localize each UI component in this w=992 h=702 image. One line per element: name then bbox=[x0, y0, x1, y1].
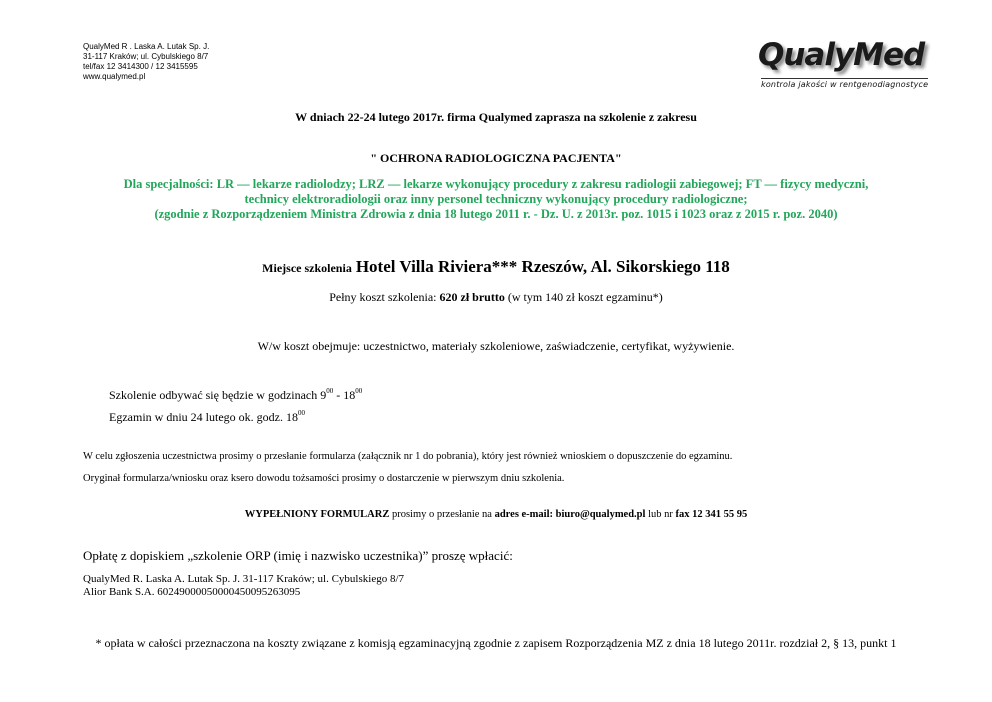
registration-info: W celu zgłoszenia uczestnictwa prosimy o przesłanie formularza (załącznik nr 1 do pobrania), który jest również wnioskiem o dopuszczenie do egzaminu. bbox=[83, 451, 733, 462]
logo-wordmark: QualyMed bbox=[758, 37, 925, 73]
bank-account: Alior Bank S.A. 60249000050000450095263095 bbox=[83, 586, 301, 598]
course-title: " OCHRONA RADIOLOGICZNA PACJENTA" bbox=[370, 151, 622, 165]
address-line: 31-117 Kraków; ul. Cybulskiego 8/7 bbox=[83, 52, 209, 61]
cost-covers: W/w koszt obejmuje: uczestnictwo, materiały szkoleniowe, zaświadczenie, certyfikat, wyżywienie. bbox=[257, 339, 735, 353]
documents-info: Oryginał formularza/wniosku oraz ksero dowodu tożsamości prosimy o dostarczenie w pierwszym dniu szkolenia. bbox=[83, 473, 565, 484]
specialties-line: (zgodnie z Rozporządzeniem Ministra Zdrowia z dnia 18 lutego 2011 r. - Dz. U. z 2013r. poz. 1015 i 1023 oraz z 2015 r. poz. 2040) bbox=[154, 207, 838, 221]
company-address bbox=[83, 42, 209, 82]
specialties-line: technicy elektroradiologii oraz inny personel techniczny wykonujący procedury radiologiczne; bbox=[244, 192, 748, 206]
logo-tagline: kontrola jakości w rentgenodiagnostyce bbox=[761, 80, 929, 89]
training-cost bbox=[0, 290, 992, 305]
specialties-block bbox=[0, 177, 992, 222]
bank-details bbox=[83, 573, 404, 599]
cost-prefix: Pełny koszt szkolenia: bbox=[329, 290, 437, 304]
address-line: tel/fax 12 3414300 / 12 3415595 bbox=[83, 62, 198, 71]
qualymed-logo bbox=[758, 38, 963, 94]
form-submission: WYPEŁNIONY FORMULARZ prosimy o przesłanie na adres e-mail: biuro@qualymed.pl lub nr fax 12 341 55 95 bbox=[244, 509, 748, 520]
payment-heading: Opłatę z dopiskiem „szkolenie ORP (imię i nazwisko uczestnika)” proszę wpłacić: bbox=[83, 548, 513, 563]
place-label: Miejsce szkolenia bbox=[262, 261, 352, 275]
schedule bbox=[109, 384, 362, 428]
form-label: WYPEŁNIONY FORMULARZ bbox=[244, 509, 390, 520]
fax-number: fax 12 341 55 95 bbox=[675, 509, 748, 520]
exam-time: Egzamin w dniu 24 lutego ok. godz. $18^{00}$ bbox=[109, 409, 305, 424]
email-link[interactable]: adres e-mail: biuro@qualymed.pl bbox=[494, 509, 646, 520]
training-place bbox=[0, 257, 992, 277]
cost-amount: 620 zł brutto bbox=[439, 290, 505, 304]
cost-suffix: (w tym 140 zł koszt egzaminu*) bbox=[507, 290, 663, 304]
bank-line: QualyMed R. Laska A. Lutak Sp. J. 31-117 Kraków; ul. Cybulskiego 8/7 bbox=[83, 573, 405, 585]
specialties-line: Dla specjalności: LR — lekarze radiolodzy; LRZ — lekarze wykonujący procedury z zakresu radiologii zabiegowej; FT — fizycy medyczni, bbox=[123, 177, 869, 191]
intro-text: W dniach 22-24 lutego 2017r. firma Qualymed zaprasza na szkolenie z zakresu bbox=[295, 110, 697, 124]
place-value: Hotel Villa Riviera*** Rzeszów, Al. Sikorskiego 118 bbox=[355, 257, 730, 276]
address-line: QualyMed R . Laska A. Lutak Sp. J. bbox=[83, 42, 210, 51]
website-link[interactable]: www.qualymed.pl bbox=[83, 72, 146, 81]
training-hours: Szkolenie odbywać się będzie w godzinach $9^{00} - 18^{00}$ bbox=[109, 387, 363, 402]
footnote: * opłata w całości przeznaczona na koszty związane z komisją egzaminacyjną zgodnie z zapisem Rozporządzenia MZ z dnia 18 lutego 2011r. rozdział 2, § 13, punkt 1 bbox=[95, 636, 897, 650]
